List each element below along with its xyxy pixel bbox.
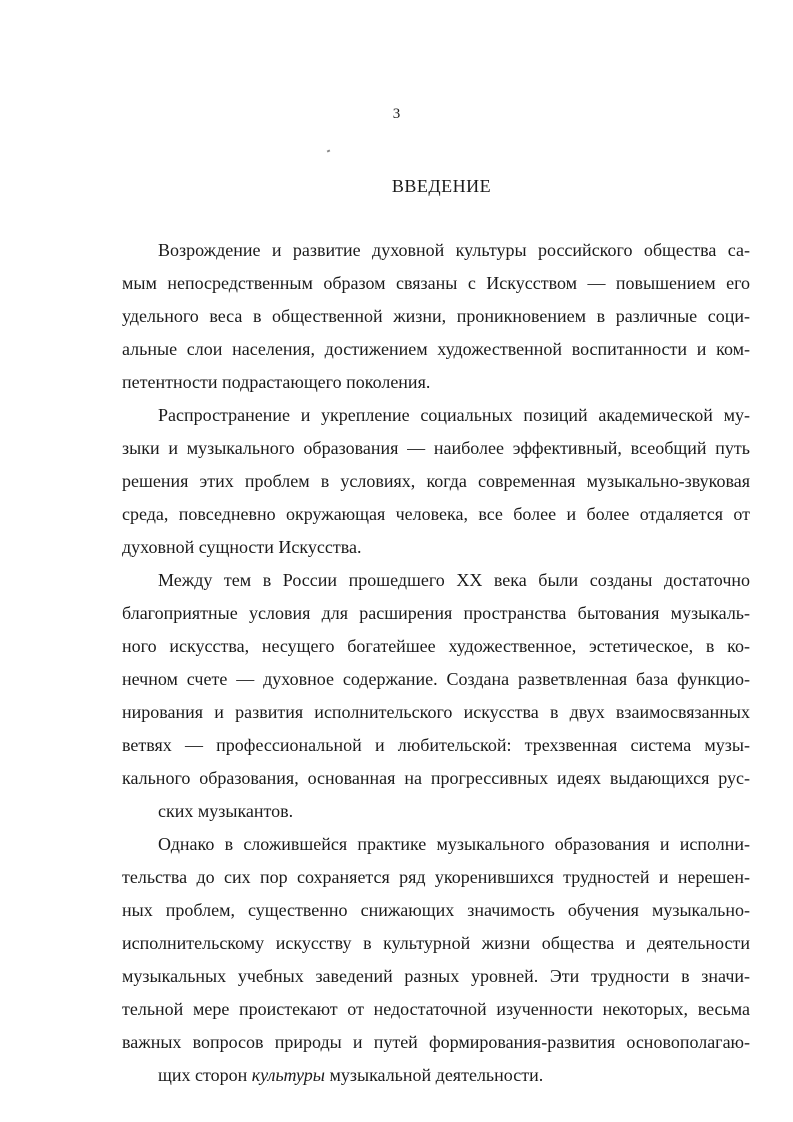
- text-line: ветвях — профессиональной и любительской: трехзвенная система музы-: [122, 735, 750, 755]
- text-line: важных вопросов природы и путей формирования-развития основополагаю-: [122, 1032, 750, 1052]
- text-line: щих сторон культуры музыкальной деятельности.: [158, 1065, 544, 1085]
- text-line: духовной сущности Искусства.: [122, 537, 362, 557]
- text-line: нечном счете — духовное содержание. Создана разветвленная база функцио-: [122, 669, 750, 689]
- text-line: кального образования, основанная на прогрессивных идеях выдающихся рус-: [122, 768, 750, 788]
- text-line: тельной мере проистекают от недостаточной изученности некоторых, весьма: [122, 999, 750, 1019]
- text-line: среда, повседневно окружающая человека, все более и более отдаляется от: [122, 504, 750, 524]
- text-line: музыкальных учебных заведений разных уровней. Эти трудности в значи-: [122, 966, 750, 986]
- text-line: благоприятные условия для расширения пространства бытования музыкаль-: [122, 603, 750, 623]
- paragraph-1: [122, 234, 750, 399]
- text-line: решения этих проблем в условиях, когда современная музыкально-звуковая: [122, 471, 750, 491]
- text-line: Между тем в России прошедшего XX века были созданы достаточно: [158, 570, 750, 590]
- section-title: ВВЕДЕНИЕ: [391, 176, 492, 196]
- text-line: ного искусства, несущего богатейшее художественное, эстетическое, в ко-: [122, 636, 750, 656]
- paragraph-2: [122, 399, 750, 564]
- text-line: Возрождение и развитие духовной культуры российского общества са-: [158, 240, 750, 260]
- text-line: нирования и развития исполнительского искусства в двух взаимосвязанных: [122, 702, 750, 722]
- text-line: зыки и музыкального образования — наиболее эффективный, всеобщий путь: [122, 438, 750, 458]
- text-line: петентности подрастающего поколения.: [122, 372, 431, 392]
- text-line: альные слои населения, достижением художественной воспитанности и ком-: [122, 339, 750, 359]
- text-line: удельного веса в общественной жизни, проникновением в различные соци-: [122, 306, 750, 326]
- body-text: [122, 234, 750, 1092]
- scan-speck: [327, 149, 331, 152]
- paragraph-3: [122, 564, 750, 828]
- text-line: мым непосредственным образом связаны с Искусством — повышением его: [122, 273, 750, 293]
- page-number: 3: [392, 106, 401, 122]
- text-line: тельства до сих пор сохраняется ряд укоренившихся трудностей и нерешен-: [122, 867, 750, 887]
- text-line: Распространение и укрепление социальных позиций академической му-: [158, 405, 750, 425]
- text-line: исполнительскому искусству в культурной жизни общества и деятельности: [122, 933, 750, 953]
- italic-term: культуры: [251, 1065, 325, 1085]
- text-line: ных проблем, существенно снижающих значимость обучения музыкально-: [122, 900, 750, 920]
- paragraph-4: [122, 828, 750, 1092]
- text-line: Однако в сложившейся практике музыкального образования и исполни-: [158, 834, 750, 854]
- text-line: ских музыкантов.: [158, 801, 294, 821]
